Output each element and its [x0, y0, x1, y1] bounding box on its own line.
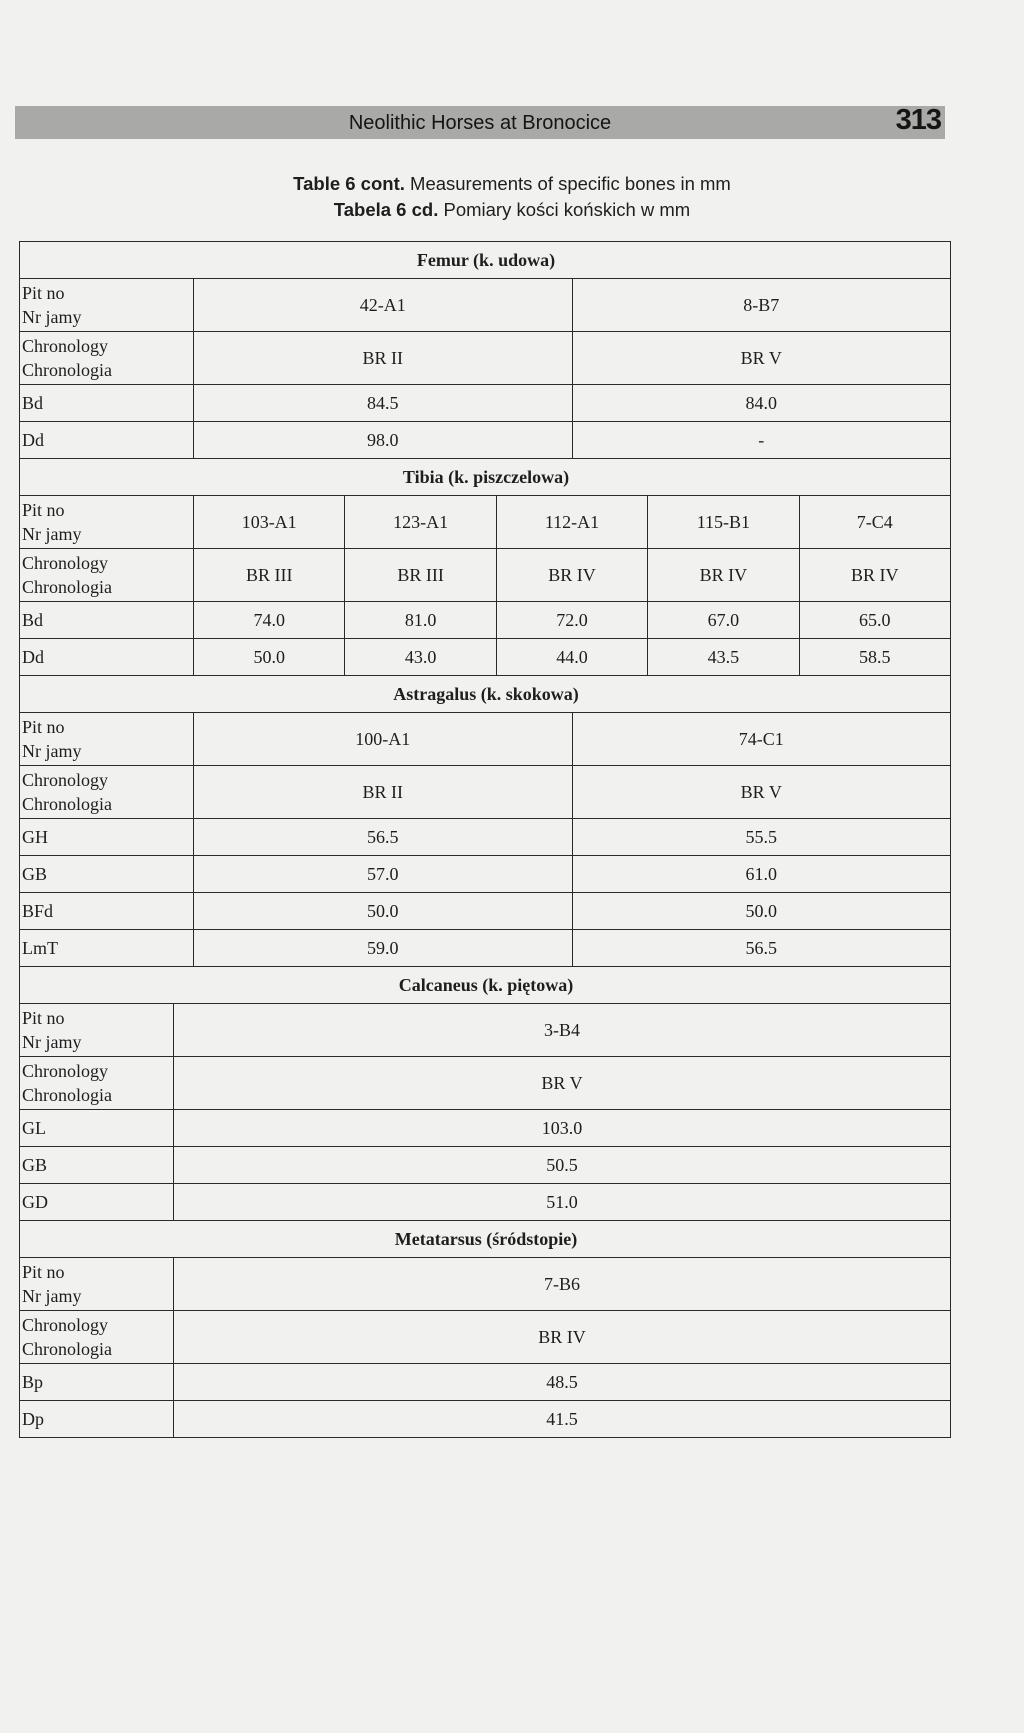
value-cell: 50.0: [194, 893, 573, 930]
row-label-pit: [20, 1004, 174, 1057]
pit-cell: 3-B4: [174, 1004, 951, 1057]
chronology-cell: BR IV: [648, 549, 799, 602]
row-label: Dp: [20, 1401, 174, 1438]
chronology-label-en: Chronology: [22, 336, 109, 356]
pit-cell: 8-B7: [572, 279, 951, 332]
row-label: Bd: [20, 602, 194, 639]
table-row: [20, 1110, 951, 1147]
value-cell: 67.0: [648, 602, 799, 639]
table-row: [20, 602, 951, 639]
chronology-cell: BR III: [345, 549, 496, 602]
row-label-pit: [20, 713, 194, 766]
row-label-pit: [20, 1258, 174, 1311]
pit-label-en: Pit no: [22, 283, 65, 303]
chronology-cell: BR IV: [496, 549, 647, 602]
measurement-tables: [19, 242, 951, 1438]
calcaneus-title: Calcaneus (k. piętowa): [20, 967, 951, 1004]
chronology-label-pl: Chronologia: [22, 1085, 112, 1105]
row-label-chronology: [20, 332, 194, 385]
row-label-pit: [20, 496, 194, 549]
table-row: [20, 332, 951, 385]
table-row: [20, 856, 951, 893]
table-row: [20, 422, 951, 459]
chronology-label-pl: Chronologia: [22, 794, 112, 814]
value-cell: 41.5: [174, 1401, 951, 1438]
table-row: [20, 1311, 951, 1364]
value-cell: 50.0: [194, 639, 345, 676]
caption-polish-text: Pomiary kości końskich w mm: [443, 199, 691, 220]
table-row: [20, 1184, 951, 1221]
row-label-pit: [20, 279, 194, 332]
value-cell: 84.5: [194, 385, 573, 422]
astragalus-title: Astragalus (k. skokowa): [20, 676, 951, 713]
value-cell: 50.0: [572, 893, 951, 930]
chronology-label-pl: Chronologia: [22, 360, 112, 380]
femur-table: [19, 241, 951, 459]
value-cell: 55.5: [572, 819, 951, 856]
row-label: BFd: [20, 893, 194, 930]
caption-english-text: Measurements of specific bones in mm: [410, 173, 731, 194]
running-header-title: Neolithic Horses at Bronocice: [348, 112, 612, 134]
value-cell: 59.0: [194, 930, 573, 967]
table-row: [20, 766, 951, 819]
pit-label-pl: Nr jamy: [22, 741, 82, 761]
chronology-label-en: Chronology: [22, 1061, 109, 1081]
pit-cell: 123-A1: [345, 496, 496, 549]
pit-cell: 7-C4: [799, 496, 950, 549]
metatarsus-table: [19, 1220, 951, 1438]
table-row: [20, 496, 951, 549]
pit-cell: 103-A1: [194, 496, 345, 549]
table-row: [20, 930, 951, 967]
pit-cell: 7-B6: [174, 1258, 951, 1311]
table-caption: [0, 171, 1024, 223]
value-cell: 74.0: [194, 602, 345, 639]
pit-cell: 42-A1: [194, 279, 573, 332]
row-label: LmT: [20, 930, 194, 967]
chronology-cell: BR III: [194, 549, 345, 602]
pit-label-en: Pit no: [22, 1008, 65, 1028]
pit-label-pl: Nr jamy: [22, 1032, 82, 1052]
value-cell: 51.0: [174, 1184, 951, 1221]
value-cell: 58.5: [799, 639, 950, 676]
chronology-label-en: Chronology: [22, 770, 109, 790]
table-row: [20, 549, 951, 602]
value-cell: 56.5: [194, 819, 573, 856]
pit-label-pl: Nr jamy: [22, 524, 82, 544]
value-cell: 43.0: [345, 639, 496, 676]
caption-polish-label: Tabela 6 cd.: [333, 199, 439, 220]
chronology-label-pl: Chronologia: [22, 1339, 112, 1359]
table-row: [20, 1258, 951, 1311]
calcaneus-table: [19, 966, 951, 1221]
row-label-chronology: [20, 1311, 174, 1364]
pit-label-en: Pit no: [22, 500, 65, 520]
row-label: GH: [20, 819, 194, 856]
value-cell: 98.0: [194, 422, 573, 459]
tibia-title: Tibia (k. piszczelowa): [20, 459, 951, 496]
table-row: [20, 1057, 951, 1110]
femur-title: Femur (k. udowa): [20, 242, 951, 279]
chronology-cell: BR V: [572, 766, 951, 819]
value-cell: -: [572, 422, 951, 459]
astragalus-table: [19, 675, 951, 967]
row-label-chronology: [20, 549, 194, 602]
pit-cell: 112-A1: [496, 496, 647, 549]
caption-english: [0, 171, 1024, 197]
table-row: [20, 639, 951, 676]
table-row: [20, 819, 951, 856]
chronology-cell: BR II: [194, 766, 573, 819]
pit-cell: 100-A1: [194, 713, 573, 766]
chronology-cell: BR V: [572, 332, 951, 385]
value-cell: 61.0: [572, 856, 951, 893]
pit-cell: 74-C1: [572, 713, 951, 766]
value-cell: 43.5: [648, 639, 799, 676]
pit-label-pl: Nr jamy: [22, 307, 82, 327]
value-cell: 57.0: [194, 856, 573, 893]
table-row: [20, 1364, 951, 1401]
row-label: GB: [20, 1147, 174, 1184]
table-row: [20, 1004, 951, 1057]
value-cell: 44.0: [496, 639, 647, 676]
row-label: GL: [20, 1110, 174, 1147]
caption-polish: [0, 197, 1024, 223]
chronology-cell: BR IV: [799, 549, 950, 602]
row-label-chronology: [20, 766, 194, 819]
pit-label-pl: Nr jamy: [22, 1286, 82, 1306]
value-cell: 48.5: [174, 1364, 951, 1401]
value-cell: 103.0: [174, 1110, 951, 1147]
table-row: [20, 893, 951, 930]
chronology-label-en: Chronology: [22, 1315, 109, 1335]
value-cell: 84.0: [572, 385, 951, 422]
row-label: Dd: [20, 639, 194, 676]
caption-english-label: Table 6 cont.: [293, 173, 405, 194]
value-cell: 72.0: [496, 602, 647, 639]
value-cell: 65.0: [799, 602, 950, 639]
pit-label-en: Pit no: [22, 717, 65, 737]
row-label-chronology: [20, 1057, 174, 1110]
chronology-cell: BR V: [174, 1057, 951, 1110]
tibia-table: [19, 458, 951, 676]
page-number: 313: [895, 104, 941, 136]
row-label: Dd: [20, 422, 194, 459]
value-cell: 81.0: [345, 602, 496, 639]
row-label: GD: [20, 1184, 174, 1221]
chronology-label-en: Chronology: [22, 553, 109, 573]
value-cell: 56.5: [572, 930, 951, 967]
table-row: [20, 713, 951, 766]
table-row: [20, 1147, 951, 1184]
chronology-cell: BR II: [194, 332, 573, 385]
running-header: [15, 106, 945, 139]
row-label: Bp: [20, 1364, 174, 1401]
value-cell: 50.5: [174, 1147, 951, 1184]
row-label: GB: [20, 856, 194, 893]
metatarsus-title: Metatarsus (śródstopie): [20, 1221, 951, 1258]
table-row: [20, 1401, 951, 1438]
table-row: [20, 385, 951, 422]
row-label: Bd: [20, 385, 194, 422]
chronology-cell: BR IV: [174, 1311, 951, 1364]
pit-cell: 115-B1: [648, 496, 799, 549]
pit-label-en: Pit no: [22, 1262, 65, 1282]
table-row: [20, 279, 951, 332]
chronology-label-pl: Chronologia: [22, 577, 112, 597]
